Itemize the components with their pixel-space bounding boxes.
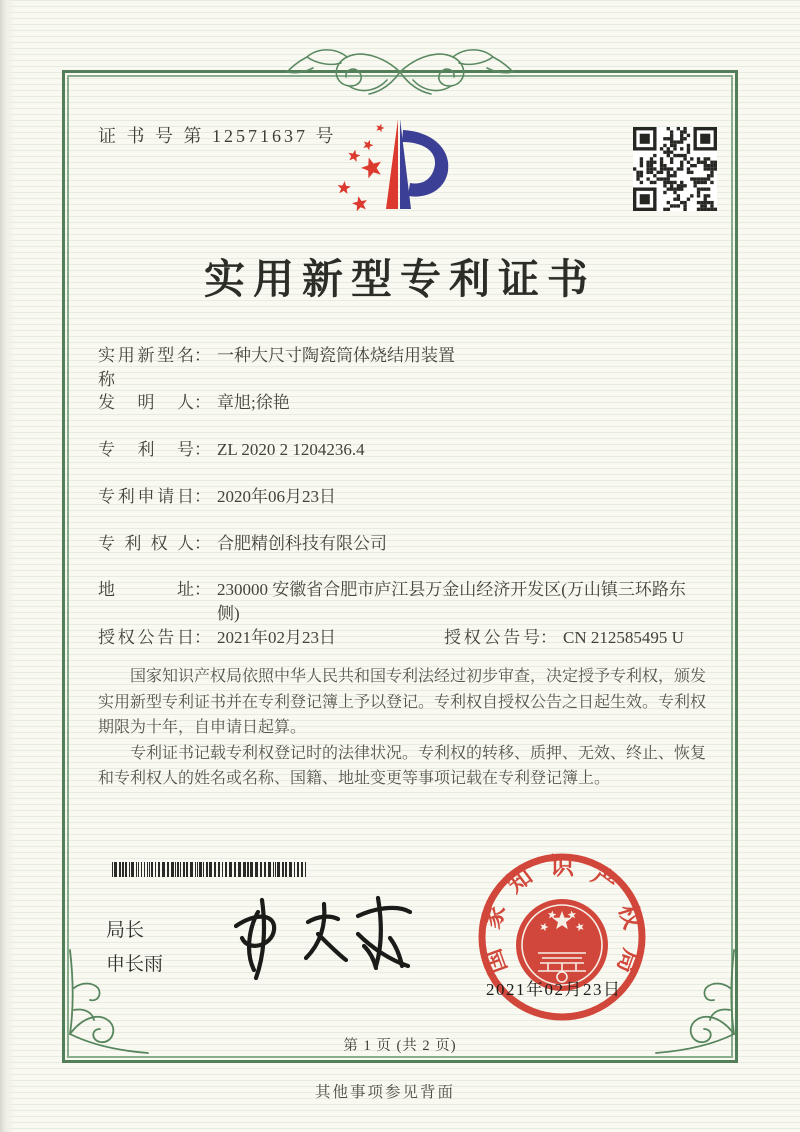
legal-paragraph: 专利证书记载专利权登记时的法律状况。专利权的转移、质押、无效、终止、恢复和专利权人的姓名或名称、国籍、地址变更等事项记载在专利登记簿上。 [98,744,707,787]
cnipa-logo-icon [330,112,480,228]
svg-text:国: 国 [479,945,513,977]
field-value: CN 212585495 U [563,628,684,647]
certificate-number: 证 书 号 第 12571637 号 [98,126,337,146]
officer-title: 局长 [106,920,145,941]
svg-text:局: 局 [611,945,645,977]
field-value: 2021年02月23日 [217,628,336,647]
field-row-address: 地址： 230000 安徽省合肥市庐江县万金山经济开发区(万山镇三环路东侧) [98,578,718,626]
field-value: 230000 安徽省合肥市庐江县万金山经济开发区(万山镇三环路东侧) [217,580,686,623]
field-row-patentee: 专利权人： 合肥精创科技有限公司 [98,532,718,556]
scan-edge-shadow [0,0,16,1132]
svg-text:知: 知 [502,863,538,899]
field-value: 2020年06月23日 [217,487,336,506]
svg-text:权: 权 [613,901,645,933]
field-value: 一种大尺寸陶瓷筒体烧结用装置 [217,346,455,365]
field-label: 授权公告号 [444,628,540,647]
legal-paragraph: 国家知识产权局依照中华人民共和国专利法经过初步审查，决定授予专利权，颁发实用新型专利证书并在专利登记簿上予以登记。专利权自授权公告之日起生效。专利权期限为十年，自申请日起算。 [98,668,707,736]
officer-block [106,914,163,982]
svg-text:识: 识 [550,854,574,880]
back-side-note: 其他事项参见背面 [314,1084,455,1101]
top-center-flourish-icon [283,44,517,100]
field-label: 专利申请日 [98,487,194,506]
field-row-patent-number: 专利号： ZL 2020 2 1204236.4 [98,438,718,462]
field-label: 发明人 [98,393,194,412]
field-label: 专利权人 [98,534,194,553]
page-number: 第 1 页 (共 2 页) [343,1038,457,1054]
officer-name: 申长雨 [106,954,164,975]
field-value: ZL 2020 2 1204236.4 [217,440,365,459]
field-label: 授权公告日 [98,628,194,647]
svg-text:家: 家 [479,901,511,933]
field-row-utility-name: 实用新型名称： 一种大尺寸陶瓷筒体烧结用装置 [98,344,718,392]
field-value: 章旭;徐艳 [217,393,290,412]
certificate-title: 实用新型专利证书 [204,256,596,302]
field-row-inventor: 发明人： 章旭;徐艳 [98,391,718,415]
field-row-grant-date-and-number: 授权公告日： 2021年02月23日 授权公告号： CN 212585495 U [98,626,718,650]
field-value: 合肥精创科技有限公司 [217,534,387,553]
handwritten-signature-icon [212,882,412,984]
seal-date: 2021年02月23日 [486,980,622,999]
field-label: 地址 [98,580,194,599]
field-label: 专利号 [98,440,194,459]
grant-number-pair: 授权公告号： CN 212585495 U [444,626,684,650]
field-label: 实用新型名称 [98,346,194,389]
field-row-filing-date: 专利申请日： 2020年06月23日 [98,485,718,509]
barcode-icon [112,862,310,877]
svg-text:产: 产 [586,863,622,899]
qr-code-icon [633,127,717,211]
legal-text-block [98,664,706,792]
